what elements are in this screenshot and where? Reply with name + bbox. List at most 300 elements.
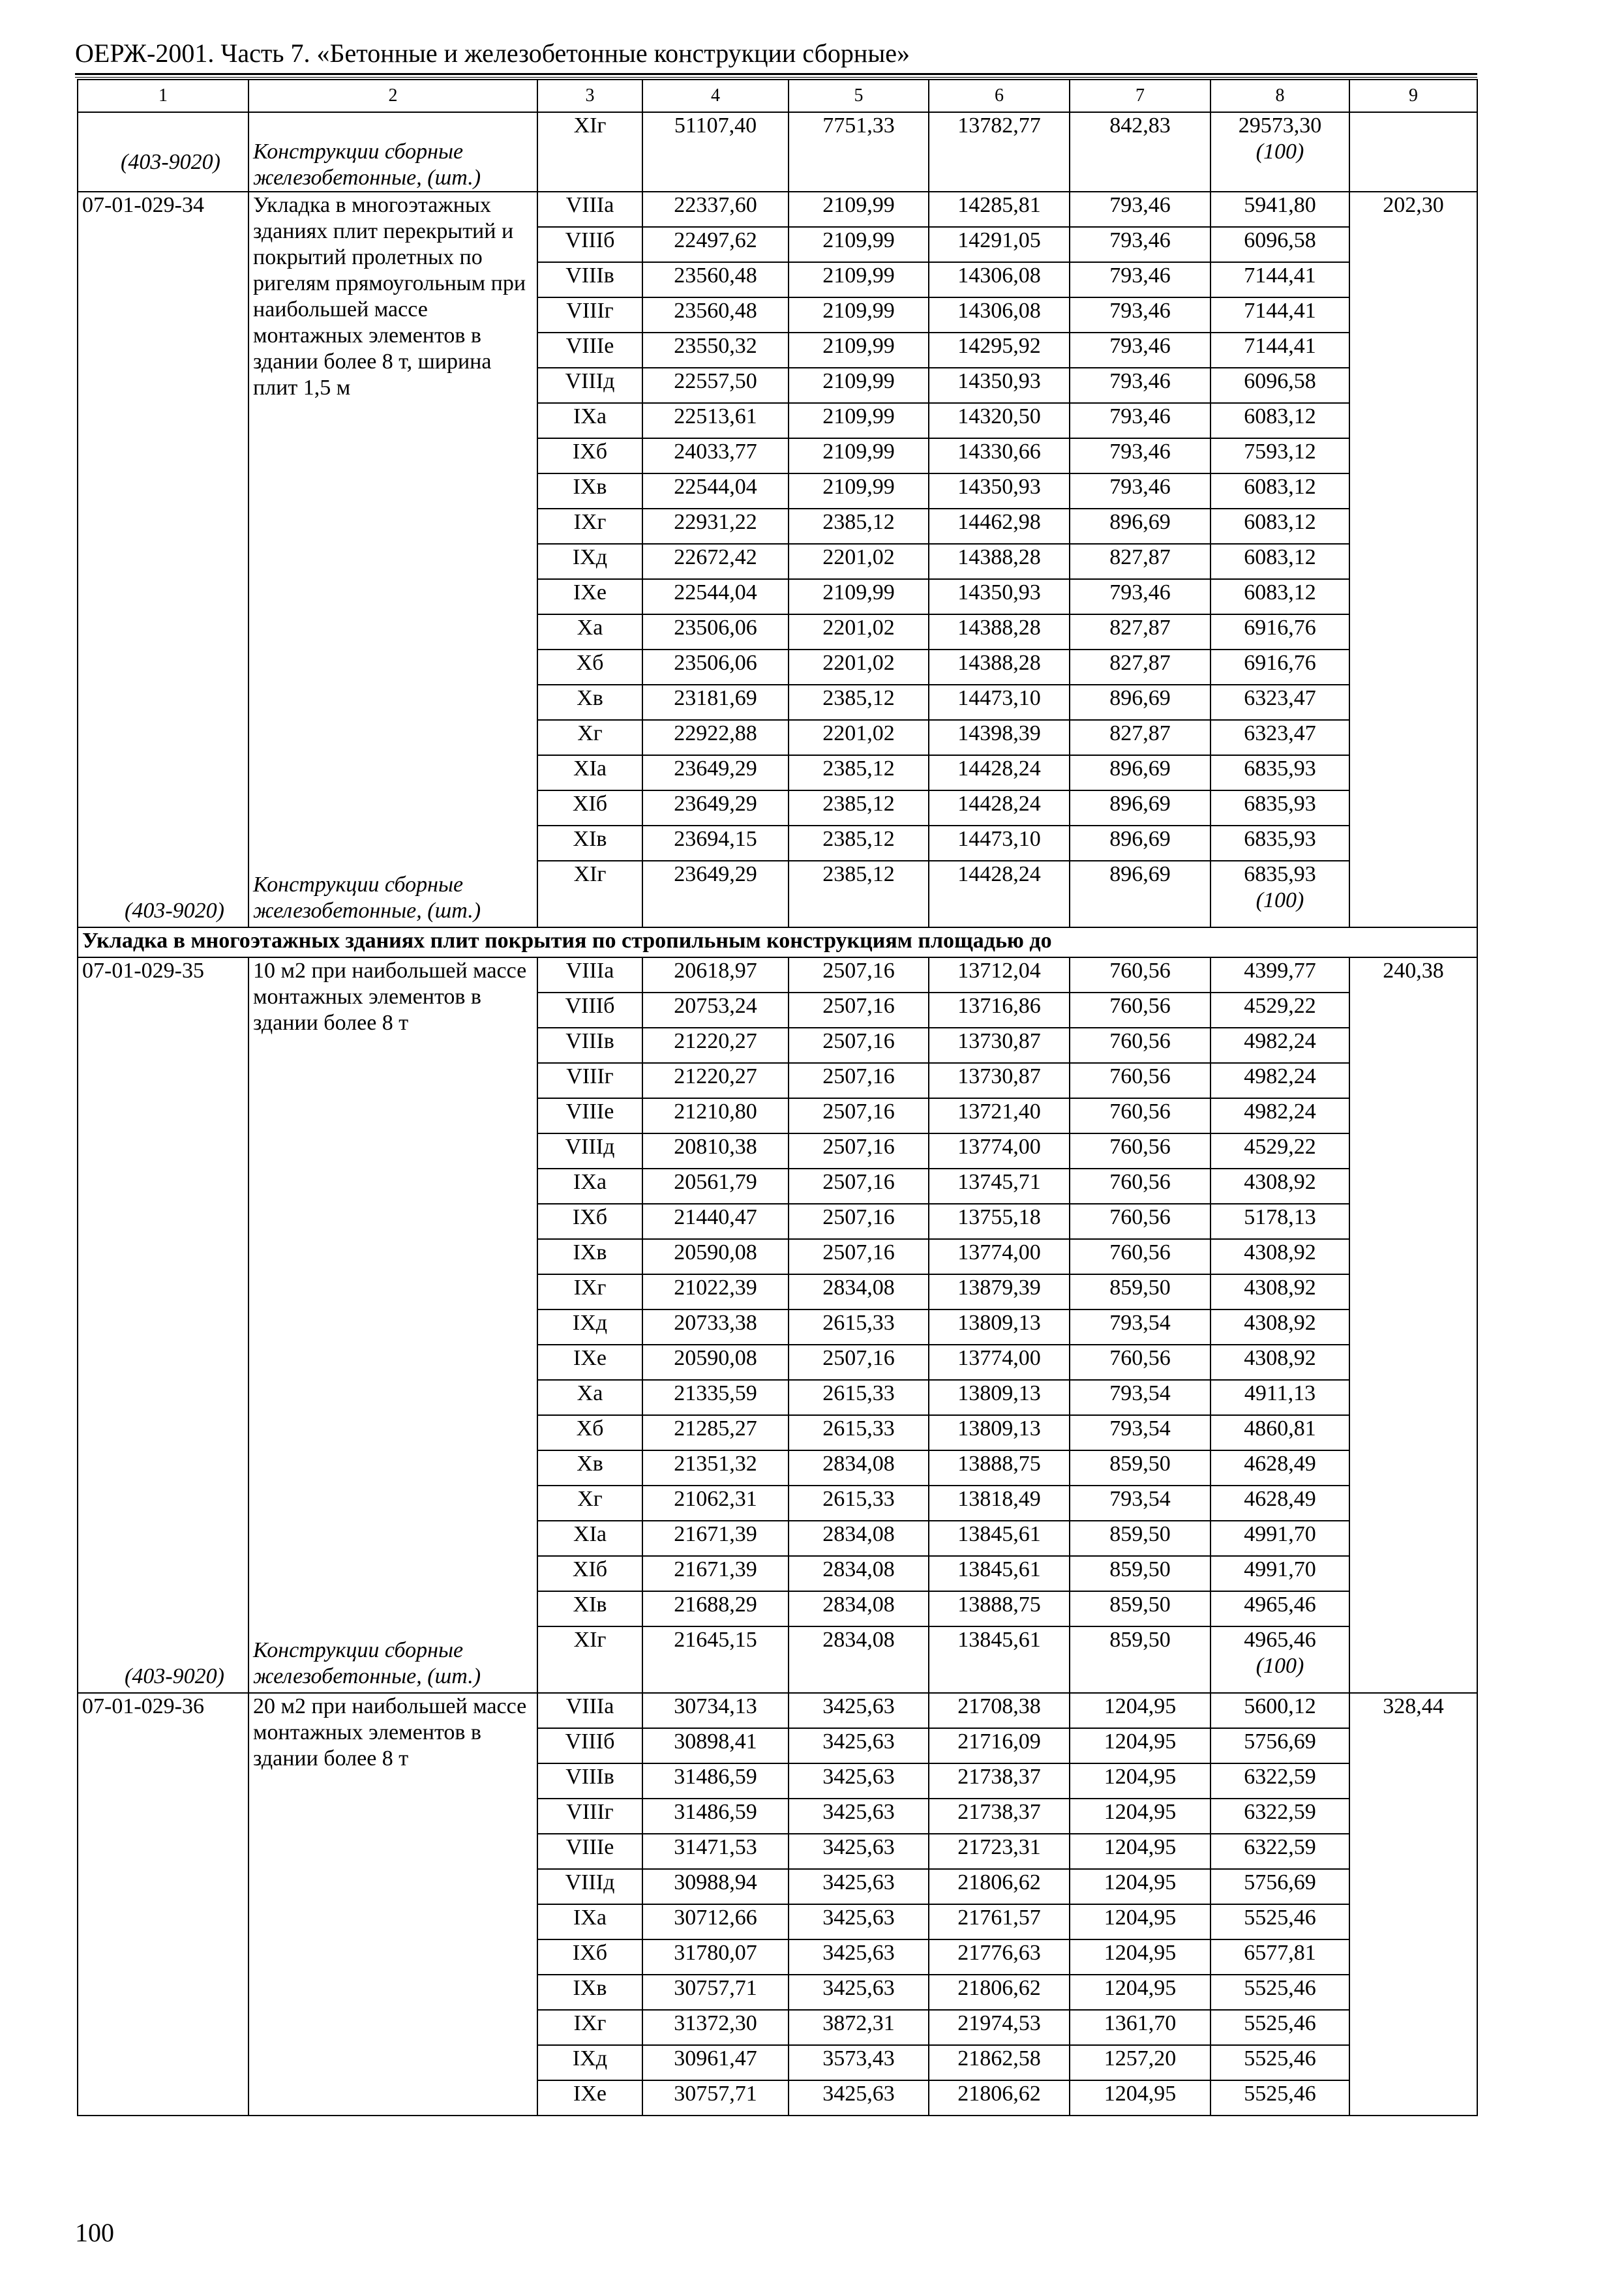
value-cell bbox=[1210, 1133, 1349, 1169]
value-cell bbox=[642, 579, 789, 614]
value-cell bbox=[789, 1450, 929, 1486]
value-cell bbox=[789, 1345, 929, 1380]
region-cell bbox=[537, 1521, 642, 1556]
value: 23506,06 bbox=[674, 651, 757, 675]
value-cell bbox=[789, 1098, 929, 1133]
value: 5756,69 bbox=[1244, 1729, 1316, 1754]
value-cell bbox=[929, 509, 1070, 544]
value-cell bbox=[1070, 1204, 1210, 1239]
value-cell bbox=[1070, 861, 1210, 927]
region-cell bbox=[537, 957, 642, 993]
value: 5525,46 bbox=[1244, 2082, 1316, 2106]
region-cell bbox=[537, 438, 642, 473]
value-cell bbox=[1070, 993, 1210, 1028]
value-cell bbox=[1070, 1693, 1210, 1728]
region: VIIIа bbox=[565, 193, 614, 217]
value: 1361,70 bbox=[1104, 2011, 1177, 2035]
resource-label-cell bbox=[248, 112, 537, 192]
region-cell bbox=[537, 1239, 642, 1274]
value: 14320,50 bbox=[957, 404, 1041, 428]
value-cell bbox=[1070, 2080, 1210, 2116]
value-cell bbox=[642, 650, 789, 685]
value: 21738,37 bbox=[957, 1765, 1041, 1789]
region-cell bbox=[537, 1380, 642, 1415]
value-cell bbox=[929, 993, 1070, 1028]
value-cell bbox=[789, 2045, 929, 2080]
value-cell bbox=[1070, 1591, 1210, 1626]
value: 2109,99 bbox=[822, 193, 895, 217]
value-cell bbox=[642, 1869, 789, 1904]
value: 13845,61 bbox=[957, 1557, 1041, 1581]
value: 7144,41 bbox=[1244, 299, 1316, 323]
value-cell bbox=[929, 790, 1070, 826]
value: 30712,66 bbox=[674, 1906, 757, 1930]
value: 859,50 bbox=[1109, 1628, 1171, 1652]
value-cell bbox=[1070, 297, 1210, 333]
region-cell bbox=[537, 1728, 642, 1763]
region: XIа bbox=[573, 756, 607, 781]
value-cell bbox=[789, 509, 929, 544]
value: 31780,07 bbox=[674, 1941, 757, 1965]
value-cell bbox=[789, 368, 929, 403]
value: 21335,59 bbox=[674, 1381, 757, 1405]
value: 6083,12 bbox=[1244, 545, 1316, 569]
value-cell bbox=[1070, 1309, 1210, 1345]
value: 859,50 bbox=[1109, 1276, 1171, 1300]
value: 13782,77 bbox=[957, 113, 1041, 138]
value: 21806,62 bbox=[957, 2082, 1041, 2106]
region-cell bbox=[537, 1591, 642, 1626]
value-cell bbox=[929, 544, 1070, 579]
value: 13809,13 bbox=[957, 1416, 1041, 1441]
value: 22544,04 bbox=[674, 475, 757, 499]
value-cell bbox=[1210, 650, 1349, 685]
value-cell bbox=[1070, 1345, 1210, 1380]
value-cell bbox=[929, 650, 1070, 685]
value: 21351,32 bbox=[674, 1452, 757, 1476]
value-cell bbox=[642, 192, 789, 227]
value-cell bbox=[642, 262, 789, 297]
region: VIIIв bbox=[565, 1029, 614, 1053]
value: 7593,12 bbox=[1244, 440, 1316, 464]
value: 5525,46 bbox=[1244, 2011, 1316, 2035]
value-cell bbox=[1210, 755, 1349, 790]
value: 21210,80 bbox=[674, 1100, 757, 1124]
value: 23649,29 bbox=[674, 862, 757, 886]
region-cell bbox=[537, 993, 642, 1028]
value-cell bbox=[642, 826, 789, 861]
value-cell bbox=[789, 614, 929, 650]
value-cell bbox=[642, 720, 789, 755]
value: 2201,02 bbox=[822, 616, 895, 640]
region-cell bbox=[537, 720, 642, 755]
value: 21688,29 bbox=[674, 1593, 757, 1617]
data-row bbox=[78, 957, 1477, 993]
value-cell bbox=[1210, 438, 1349, 473]
region: Xб bbox=[576, 1416, 604, 1441]
value: 3872,31 bbox=[822, 2011, 895, 2035]
column-header: 6 bbox=[929, 80, 1070, 112]
value: 6083,12 bbox=[1244, 510, 1316, 534]
percent: (100) bbox=[1256, 888, 1304, 912]
value-cell bbox=[789, 579, 929, 614]
value-cell bbox=[1210, 1063, 1349, 1098]
value-cell bbox=[1070, 509, 1210, 544]
value: 5756,69 bbox=[1244, 1870, 1316, 1894]
column9-value: 202,30 bbox=[1383, 193, 1444, 217]
region-cell bbox=[537, 1975, 642, 2010]
value: 4982,24 bbox=[1244, 1100, 1316, 1124]
value-cell bbox=[1210, 1521, 1349, 1556]
value-cell bbox=[1210, 1309, 1349, 1345]
value: 30988,94 bbox=[674, 1870, 757, 1894]
value: 22497,62 bbox=[674, 228, 757, 252]
column9-cell bbox=[1349, 1693, 1477, 2116]
value: 2201,02 bbox=[822, 545, 895, 569]
value-cell bbox=[789, 1799, 929, 1834]
value-cell bbox=[789, 685, 929, 720]
region: XIв bbox=[573, 1593, 607, 1617]
value: 14473,10 bbox=[957, 827, 1041, 851]
value: 760,56 bbox=[1109, 1064, 1171, 1088]
region-cell bbox=[537, 227, 642, 262]
rates-table bbox=[77, 79, 1478, 2116]
value: 2109,99 bbox=[822, 440, 895, 464]
value: 6323,47 bbox=[1244, 686, 1316, 710]
region: Xа bbox=[577, 1381, 603, 1405]
value: 23694,15 bbox=[674, 827, 757, 851]
region: IXе bbox=[573, 2082, 607, 2106]
value: 6083,12 bbox=[1244, 404, 1316, 428]
value-cell bbox=[789, 438, 929, 473]
value-cell bbox=[1210, 297, 1349, 333]
region-cell bbox=[537, 685, 642, 720]
value: 30757,71 bbox=[674, 1976, 757, 2000]
value: 22922,88 bbox=[674, 721, 757, 745]
value-cell bbox=[642, 473, 789, 509]
value: 4991,70 bbox=[1244, 1522, 1316, 1546]
value-cell bbox=[1210, 1975, 1349, 2010]
region: XIб bbox=[572, 792, 608, 816]
value: 13845,61 bbox=[957, 1628, 1041, 1652]
value-cell bbox=[642, 1799, 789, 1834]
value: 4991,70 bbox=[1244, 1557, 1316, 1581]
value-cell bbox=[1210, 1450, 1349, 1486]
value: 6916,76 bbox=[1244, 616, 1316, 640]
value: 14388,28 bbox=[957, 616, 1041, 640]
value: 13730,87 bbox=[957, 1064, 1041, 1088]
region-cell bbox=[537, 1204, 642, 1239]
value: 21645,15 bbox=[674, 1628, 757, 1652]
value-cell bbox=[1070, 1274, 1210, 1309]
value: 2507,16 bbox=[822, 959, 895, 983]
resource-code: (403-9020) bbox=[125, 899, 224, 923]
value: 6323,47 bbox=[1244, 721, 1316, 745]
value-cell bbox=[789, 1309, 929, 1345]
value-cell bbox=[1210, 509, 1349, 544]
value: 14291,05 bbox=[957, 228, 1041, 252]
value: 793,46 bbox=[1109, 193, 1171, 217]
value-cell bbox=[642, 1834, 789, 1869]
value: 6835,93 bbox=[1244, 756, 1316, 781]
value-cell bbox=[929, 227, 1070, 262]
value-cell bbox=[789, 403, 929, 438]
column-header: 8 bbox=[1210, 80, 1349, 112]
value-cell bbox=[1070, 262, 1210, 297]
value: 2385,12 bbox=[822, 827, 895, 851]
value-cell bbox=[642, 1028, 789, 1063]
value-cell bbox=[642, 403, 789, 438]
value: 14388,28 bbox=[957, 545, 1041, 569]
value-cell bbox=[1210, 614, 1349, 650]
value: 21671,39 bbox=[674, 1557, 757, 1581]
value: 1257,20 bbox=[1104, 2046, 1177, 2071]
column9-value: 328,44 bbox=[1383, 1694, 1444, 1718]
value-cell bbox=[789, 1169, 929, 1204]
value: 3425,63 bbox=[822, 1694, 895, 1718]
data-row bbox=[78, 1693, 1477, 1728]
value-cell bbox=[789, 333, 929, 368]
value-cell bbox=[929, 1098, 1070, 1133]
value: 793,46 bbox=[1109, 369, 1171, 393]
value-cell bbox=[1210, 1415, 1349, 1450]
value: 20590,08 bbox=[674, 1240, 757, 1264]
value: 1204,95 bbox=[1104, 1729, 1177, 1754]
value-cell bbox=[789, 957, 929, 993]
value: 13888,75 bbox=[957, 1452, 1041, 1476]
region: VIIIа bbox=[565, 959, 614, 983]
value-cell bbox=[642, 1904, 789, 1939]
percent: (100) bbox=[1256, 140, 1304, 164]
value-cell bbox=[929, 1521, 1070, 1556]
value: 21761,57 bbox=[957, 1906, 1041, 1930]
value: 30961,47 bbox=[674, 2046, 757, 2071]
region: VIIIе bbox=[565, 1835, 614, 1859]
value: 2109,99 bbox=[822, 475, 895, 499]
value-cell bbox=[929, 368, 1070, 403]
value-cell bbox=[929, 614, 1070, 650]
resource-code: (403-9020) bbox=[125, 1664, 224, 1688]
value-cell bbox=[1070, 2045, 1210, 2080]
region-cell bbox=[537, 333, 642, 368]
region: VIIIе bbox=[565, 1100, 614, 1124]
value-cell bbox=[1210, 333, 1349, 368]
value-cell bbox=[642, 438, 789, 473]
rate-code: 07-01-029-36 bbox=[82, 1694, 204, 1718]
value: 760,56 bbox=[1109, 1029, 1171, 1053]
value: 2385,12 bbox=[822, 862, 895, 886]
value-cell bbox=[789, 1728, 929, 1763]
value: 793,46 bbox=[1109, 263, 1171, 288]
value: 2385,12 bbox=[822, 792, 895, 816]
value-cell bbox=[929, 1556, 1070, 1591]
region: IXв bbox=[573, 1976, 607, 2000]
value: 4965,46 bbox=[1244, 1628, 1316, 1652]
region: VIIIд bbox=[565, 369, 615, 393]
code-cell bbox=[78, 192, 248, 927]
value-cell bbox=[929, 1728, 1070, 1763]
value-cell bbox=[789, 227, 929, 262]
value: 23649,29 bbox=[674, 756, 757, 781]
region: IXа bbox=[573, 1170, 607, 1194]
value: 793,46 bbox=[1109, 440, 1171, 464]
value: 7144,41 bbox=[1244, 334, 1316, 358]
region: IXд bbox=[572, 545, 608, 569]
value: 29573,30 bbox=[1238, 113, 1322, 138]
value: 2385,12 bbox=[822, 756, 895, 781]
region: IXб bbox=[572, 1205, 608, 1229]
value: 4628,49 bbox=[1244, 1452, 1316, 1476]
value-cell bbox=[929, 1239, 1070, 1274]
column-header: 9 bbox=[1349, 80, 1477, 112]
value: 1204,95 bbox=[1104, 1870, 1177, 1894]
value-cell bbox=[642, 614, 789, 650]
value: 31486,59 bbox=[674, 1765, 757, 1789]
value: 2385,12 bbox=[822, 686, 895, 710]
region-cell bbox=[537, 1939, 642, 1975]
value-cell bbox=[642, 1486, 789, 1521]
value-cell bbox=[1210, 1904, 1349, 1939]
value-cell bbox=[1210, 1380, 1349, 1415]
value-cell bbox=[929, 1904, 1070, 1939]
value-cell bbox=[1210, 1556, 1349, 1591]
value-cell bbox=[1210, 2080, 1349, 2116]
value: 14388,28 bbox=[957, 651, 1041, 675]
value: 2507,16 bbox=[822, 1346, 895, 1370]
value-cell bbox=[1070, 227, 1210, 262]
value: 13774,00 bbox=[957, 1240, 1041, 1264]
value: 2109,99 bbox=[822, 369, 895, 393]
value-cell bbox=[789, 1486, 929, 1521]
region-cell bbox=[537, 1169, 642, 1204]
column-header: 7 bbox=[1070, 80, 1210, 112]
region-cell bbox=[537, 1133, 642, 1169]
value-cell bbox=[789, 1975, 929, 2010]
column-header: 4 bbox=[642, 80, 789, 112]
value: 859,50 bbox=[1109, 1522, 1171, 1546]
value: 2201,02 bbox=[822, 651, 895, 675]
value: 22513,61 bbox=[674, 404, 757, 428]
value-cell bbox=[1070, 755, 1210, 790]
value-cell bbox=[1070, 544, 1210, 579]
value-cell bbox=[1210, 790, 1349, 826]
value: 827,87 bbox=[1109, 651, 1171, 675]
value: 2109,99 bbox=[822, 228, 895, 252]
value-cell bbox=[789, 1626, 929, 1693]
value-cell bbox=[789, 1939, 929, 1975]
region: VIIIв bbox=[565, 1765, 614, 1789]
value-cell bbox=[789, 993, 929, 1028]
value: 23506,06 bbox=[674, 616, 757, 640]
value: 21806,62 bbox=[957, 1976, 1041, 2000]
value-cell bbox=[642, 1556, 789, 1591]
value-cell bbox=[1070, 1133, 1210, 1169]
value-cell bbox=[789, 1028, 929, 1063]
value-cell bbox=[642, 1098, 789, 1133]
value-cell bbox=[1210, 1939, 1349, 1975]
value: 21671,39 bbox=[674, 1522, 757, 1546]
value-cell bbox=[642, 1939, 789, 1975]
region: IXб bbox=[572, 1941, 608, 1965]
value: 14428,24 bbox=[957, 756, 1041, 781]
code-cell bbox=[78, 957, 248, 1693]
value: 13755,18 bbox=[957, 1205, 1041, 1229]
value: 760,56 bbox=[1109, 959, 1171, 983]
value-cell bbox=[1070, 1169, 1210, 1204]
region-cell bbox=[537, 473, 642, 509]
value-cell bbox=[1210, 720, 1349, 755]
value: 3425,63 bbox=[822, 1941, 895, 1965]
value-cell bbox=[789, 1380, 929, 1415]
region-cell bbox=[537, 297, 642, 333]
value-cell bbox=[789, 1133, 929, 1169]
value: 13879,39 bbox=[957, 1276, 1041, 1300]
value: 2615,33 bbox=[822, 1311, 895, 1335]
region: Xб bbox=[576, 651, 604, 675]
value: 23181,69 bbox=[674, 686, 757, 710]
value: 2615,33 bbox=[822, 1416, 895, 1441]
region-cell bbox=[537, 2080, 642, 2116]
value-cell bbox=[1210, 1799, 1349, 1834]
value-cell bbox=[1070, 1098, 1210, 1133]
value: 13745,71 bbox=[957, 1170, 1041, 1194]
value: 3425,63 bbox=[822, 1729, 895, 1754]
value: 21723,31 bbox=[957, 1835, 1041, 1859]
value: 21440,47 bbox=[674, 1205, 757, 1229]
data-row bbox=[78, 192, 1477, 227]
value: 1204,95 bbox=[1104, 1941, 1177, 1965]
value: 2201,02 bbox=[822, 721, 895, 745]
value-cell bbox=[929, 297, 1070, 333]
header-rule-thin bbox=[75, 77, 1477, 78]
value: 6916,76 bbox=[1244, 651, 1316, 675]
description-cell bbox=[248, 1693, 537, 2116]
value-cell bbox=[929, 579, 1070, 614]
value-cell bbox=[1070, 1799, 1210, 1834]
value: 13818,49 bbox=[957, 1487, 1041, 1511]
value: 14330,66 bbox=[957, 440, 1041, 464]
value-cell bbox=[929, 1063, 1070, 1098]
value-cell bbox=[1070, 112, 1210, 192]
value: 842,83 bbox=[1109, 113, 1171, 138]
region: IXе bbox=[573, 580, 607, 605]
region: IXг bbox=[573, 1276, 607, 1300]
value-cell bbox=[642, 112, 789, 192]
value-cell bbox=[642, 1728, 789, 1763]
region-cell bbox=[537, 1556, 642, 1591]
value-cell bbox=[929, 1450, 1070, 1486]
region-cell bbox=[537, 1869, 642, 1904]
region: VIIIд bbox=[565, 1135, 615, 1159]
value-cell bbox=[929, 1799, 1070, 1834]
value-cell bbox=[642, 993, 789, 1028]
value-cell bbox=[789, 192, 929, 227]
value-cell bbox=[929, 262, 1070, 297]
value-cell bbox=[1210, 473, 1349, 509]
region: IXд bbox=[572, 2046, 608, 2071]
value: 14306,08 bbox=[957, 299, 1041, 323]
value: 13721,40 bbox=[957, 1100, 1041, 1124]
value-cell bbox=[642, 1693, 789, 1728]
value-cell bbox=[929, 1869, 1070, 1904]
value-cell bbox=[929, 2010, 1070, 2045]
region: VIIIг bbox=[566, 1064, 614, 1088]
section-row bbox=[78, 927, 1477, 957]
value: 14295,92 bbox=[957, 334, 1041, 358]
region: VIIIг bbox=[566, 299, 614, 323]
value: 2507,16 bbox=[822, 1029, 895, 1053]
region: IXг bbox=[573, 2011, 607, 2035]
